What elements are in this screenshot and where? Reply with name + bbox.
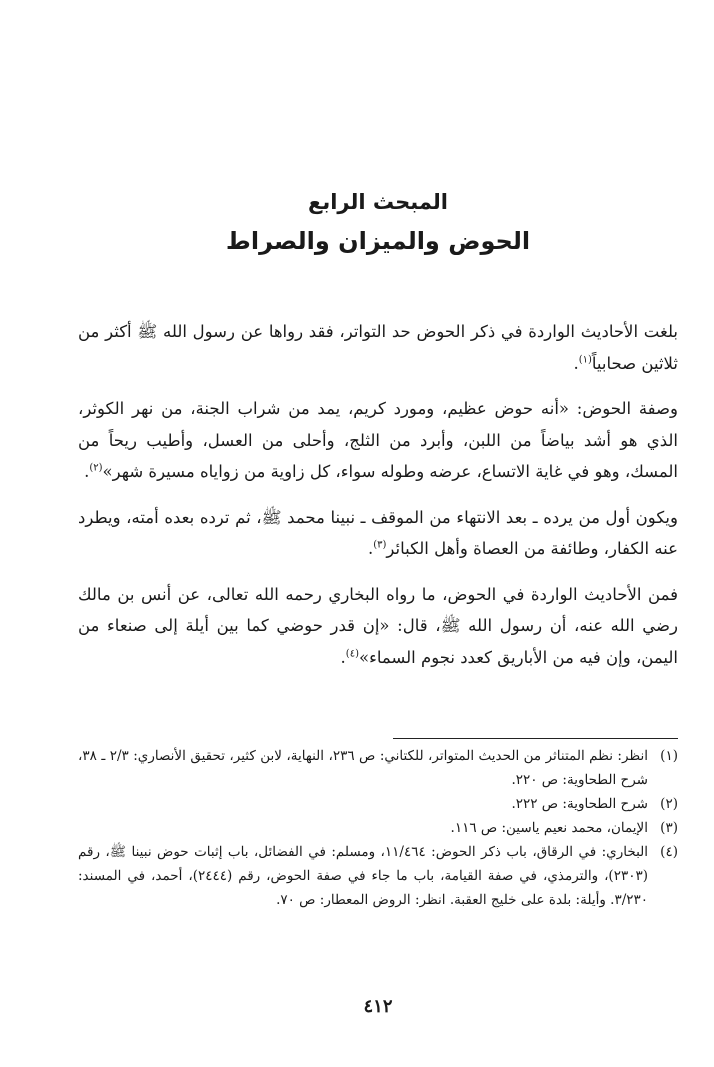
footnote-1 [78,744,678,792]
footnote-ref[interactable]: (١) [578,354,592,365]
paragraph-3 [78,502,678,565]
paragraph-text: وصفة الحوض: «أنه حوض عظيم، ومورد كريم، يمد من شراب الجنة، من نهر الكوثر، الذي هو أشد بياضاً من اللبن، وأبرد من الثلج، وأحلى من العسل، وأطيب ريحاً من المسك، وهو في غاية الاتساع، عرضه وطوله سواء، كل زاوية من زواياه مسيرة شهر» [78,399,678,481]
footnote-ref[interactable]: (٢) [89,462,103,474]
paragraph-end: . [573,353,579,373]
footnote-ref[interactable]: (٣) [373,539,387,551]
paragraph-text: ويكون أول من يرده ـ بعد الانتهاء من الموقف ـ نبينا محمد ﷺ، ثم ترده بعده أمته، ويطرد عنه الكفار، وطائفة من العصاة وأهل الكبائر [78,507,678,558]
footnote-text: شرح الطحاوية: ص ٢٢٢. [511,796,648,812]
paragraph-1 [78,316,678,379]
footnote-2 [78,792,678,816]
paragraph-end: . [367,539,374,558]
footnote-text: الإيمان، محمد نعيم ياسين: ص ١١٦. [450,820,648,836]
book-page [78,0,678,1067]
body-text [78,316,678,687]
footnote-ref[interactable]: (٤) [345,648,359,659]
footnote-text: انظر: نظم المتناثر من الحديث المتواتر، للكتاني: ص ٢٣٦، النهاية، لابن كثير، تحقيق الأنصاري: ٢/٣ ـ ٣٨، شرح الطحاوية: ص ٢٢٠. [78,748,649,788]
paragraph-text: فمن الأحاديث الواردة في الحوض، ما رواه البخاري رحمه الله تعالى، عن أنس بن مالك رضي الله عنه، أن رسول الله ﷺ، قال: «إن قدر حوضي كما بين أيلة إلى صنعاء من اليمن، وإن فيه من الأباريق كعدد نجوم السماء» [78,584,678,667]
paragraph-end: . [340,647,346,667]
footnote-number: (٣) [660,820,678,836]
paragraph-text: بلغت الأحاديث الواردة في ذكر الحوض حد التواتر، فقد رواها عن رسول الله ﷺ أكثر من ثلاثين صحابياً [78,322,678,373]
footnote-number: (٤) [660,844,678,860]
footnote-text: البخاري: في الرقاق، باب ذكر الحوض: ١١/٤٦٤، ومسلم: في الفضائل، باب إثبات حوض نبينا ﷺ، رقم (٢٣٠٣)، والترمذي، في صفة القيامة، باب ما جاء في صفة الحوض، رقم (٢٤٤٤)، أحمد، في المسند: ٣/٢٣٠. وأيلة: بلدة على خليج العقبة. انظر: الروض المعطار: ص ٧٠. [78,844,649,908]
paragraph-4 [78,579,678,674]
footnote-4 [78,840,678,912]
chapter-heading [78,186,678,260]
page-number: ٤١٢ [363,996,393,1017]
footnote-number: (٢) [660,796,678,812]
section-subtitle: الحوض والميزان والصراط [225,227,531,255]
paragraph-end: . [84,462,90,481]
section-title: المبحث الرابع [308,190,448,214]
paragraph-2 [78,393,678,488]
footnotes [78,744,678,912]
footnote-number: (١) [660,748,678,764]
footnote-divider [393,738,678,739]
footnote-3 [78,816,678,840]
